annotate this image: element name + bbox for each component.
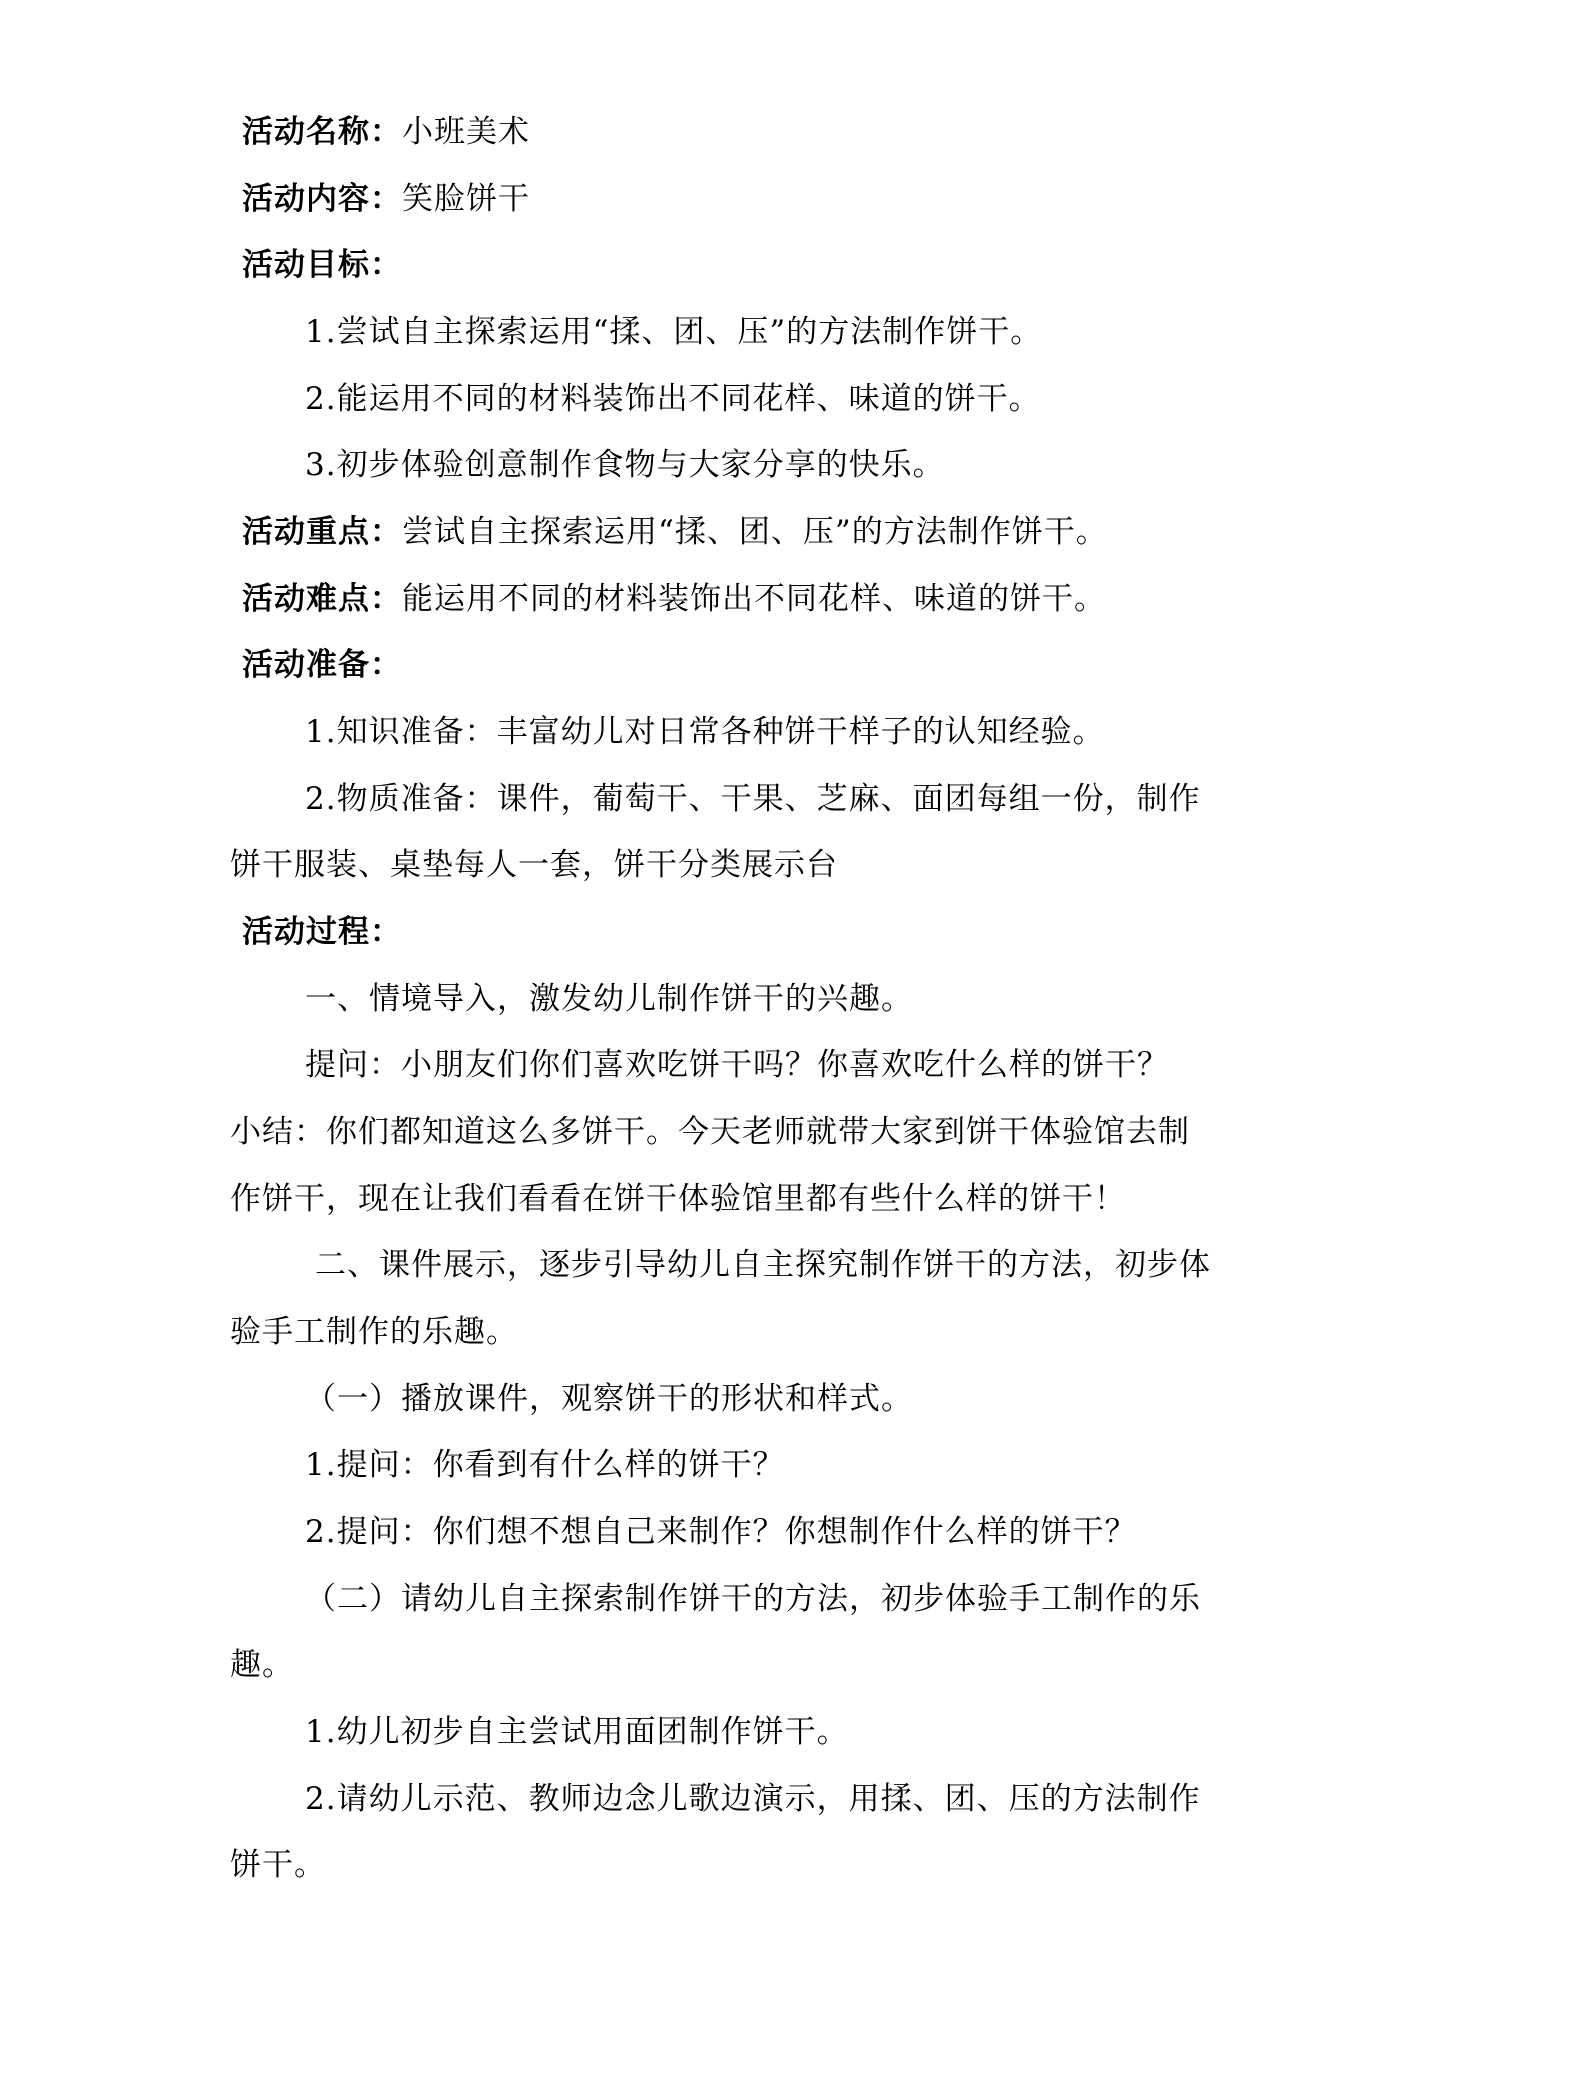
process-paragraph: 小结：你们都知道这么多饼干。今天老师就带大家到饼干体验馆去制 [230,1114,1190,1150]
goal-item: 3.初步体验创意制作食物与大家分享的快乐。 [305,447,945,483]
key-point-label: 活动重点： [242,514,402,550]
key-point-line [242,512,1108,552]
process-subsection-title: （一）播放课件，观察饼干的形状和样式。 [305,1381,913,1417]
process-section-title: 二、课件展示，逐步引导幼儿自主探究制作饼干的方法，初步体 [315,1247,1211,1283]
activity-name-label: 活动名称： [242,114,402,150]
goals-heading: 活动目标： [242,247,402,283]
activity-name-value: 小班美术 [402,114,530,150]
process-heading: 活动过程： [242,914,402,950]
goal-item: 2.能运用不同的材料装饰出不同花样、味道的饼干。 [305,381,1041,417]
preparation-item: 1.知识准备：丰富幼儿对日常各种饼干样子的认知经验。 [305,714,1105,750]
process-subsection-title: （二）请幼儿自主探索制作饼干的方法，初步体验手工制作的乐 [305,1581,1201,1617]
activity-content-line [242,179,530,219]
process-paragraph: 提问：小朋友们你们喜欢吃饼干吗？你喜欢吃什么样的饼干？ [305,1047,1169,1083]
process-section-title: 一、情境导入，激发幼儿制作饼干的兴趣。 [305,981,913,1017]
process-step-continued: 饼干。 [230,1847,326,1883]
process-subsection-title-continued: 趣。 [230,1647,294,1683]
difficulty-value: 能运用不同的材料装饰出不同花样、味道的饼干。 [402,581,1106,617]
process-step: 1.幼儿初步自主尝试用面团制作饼干。 [305,1714,849,1750]
key-point-value: 尝试自主探索运用“揉、团、压”的方法制作饼干。 [402,514,1108,550]
activity-content-value: 笑脸饼干 [402,181,530,217]
preparation-item-continued: 饼干服装、桌垫每人一套，饼干分类展示台 [230,847,838,883]
difficulty-label: 活动难点： [242,581,402,617]
process-step: 2.提问：你们想不想自己来制作？你想制作什么样的饼干？ [305,1514,1137,1550]
process-step: 2.请幼儿示范、教师边念儿歌边演示，用揉、团、压的方法制作 [305,1781,1201,1817]
process-paragraph-continued: 作饼干，现在让我们看看在饼干体验馆里都有些什么样的饼干！ [230,1181,1126,1217]
activity-name-line [242,112,530,152]
preparation-item: 2.物质准备：课件，葡萄干、干果、芝麻、面团每组一份，制作 [305,781,1201,817]
process-step: 1.提问：你看到有什么样的饼干？ [305,1447,785,1483]
goal-item: 1.尝试自主探索运用“揉、团、压”的方法制作饼干。 [305,314,1043,350]
process-section-title-continued: 验手工制作的乐趣。 [230,1314,518,1350]
activity-content-label: 活动内容： [242,181,402,217]
difficulty-line [242,579,1106,619]
preparation-heading: 活动准备： [242,647,402,683]
